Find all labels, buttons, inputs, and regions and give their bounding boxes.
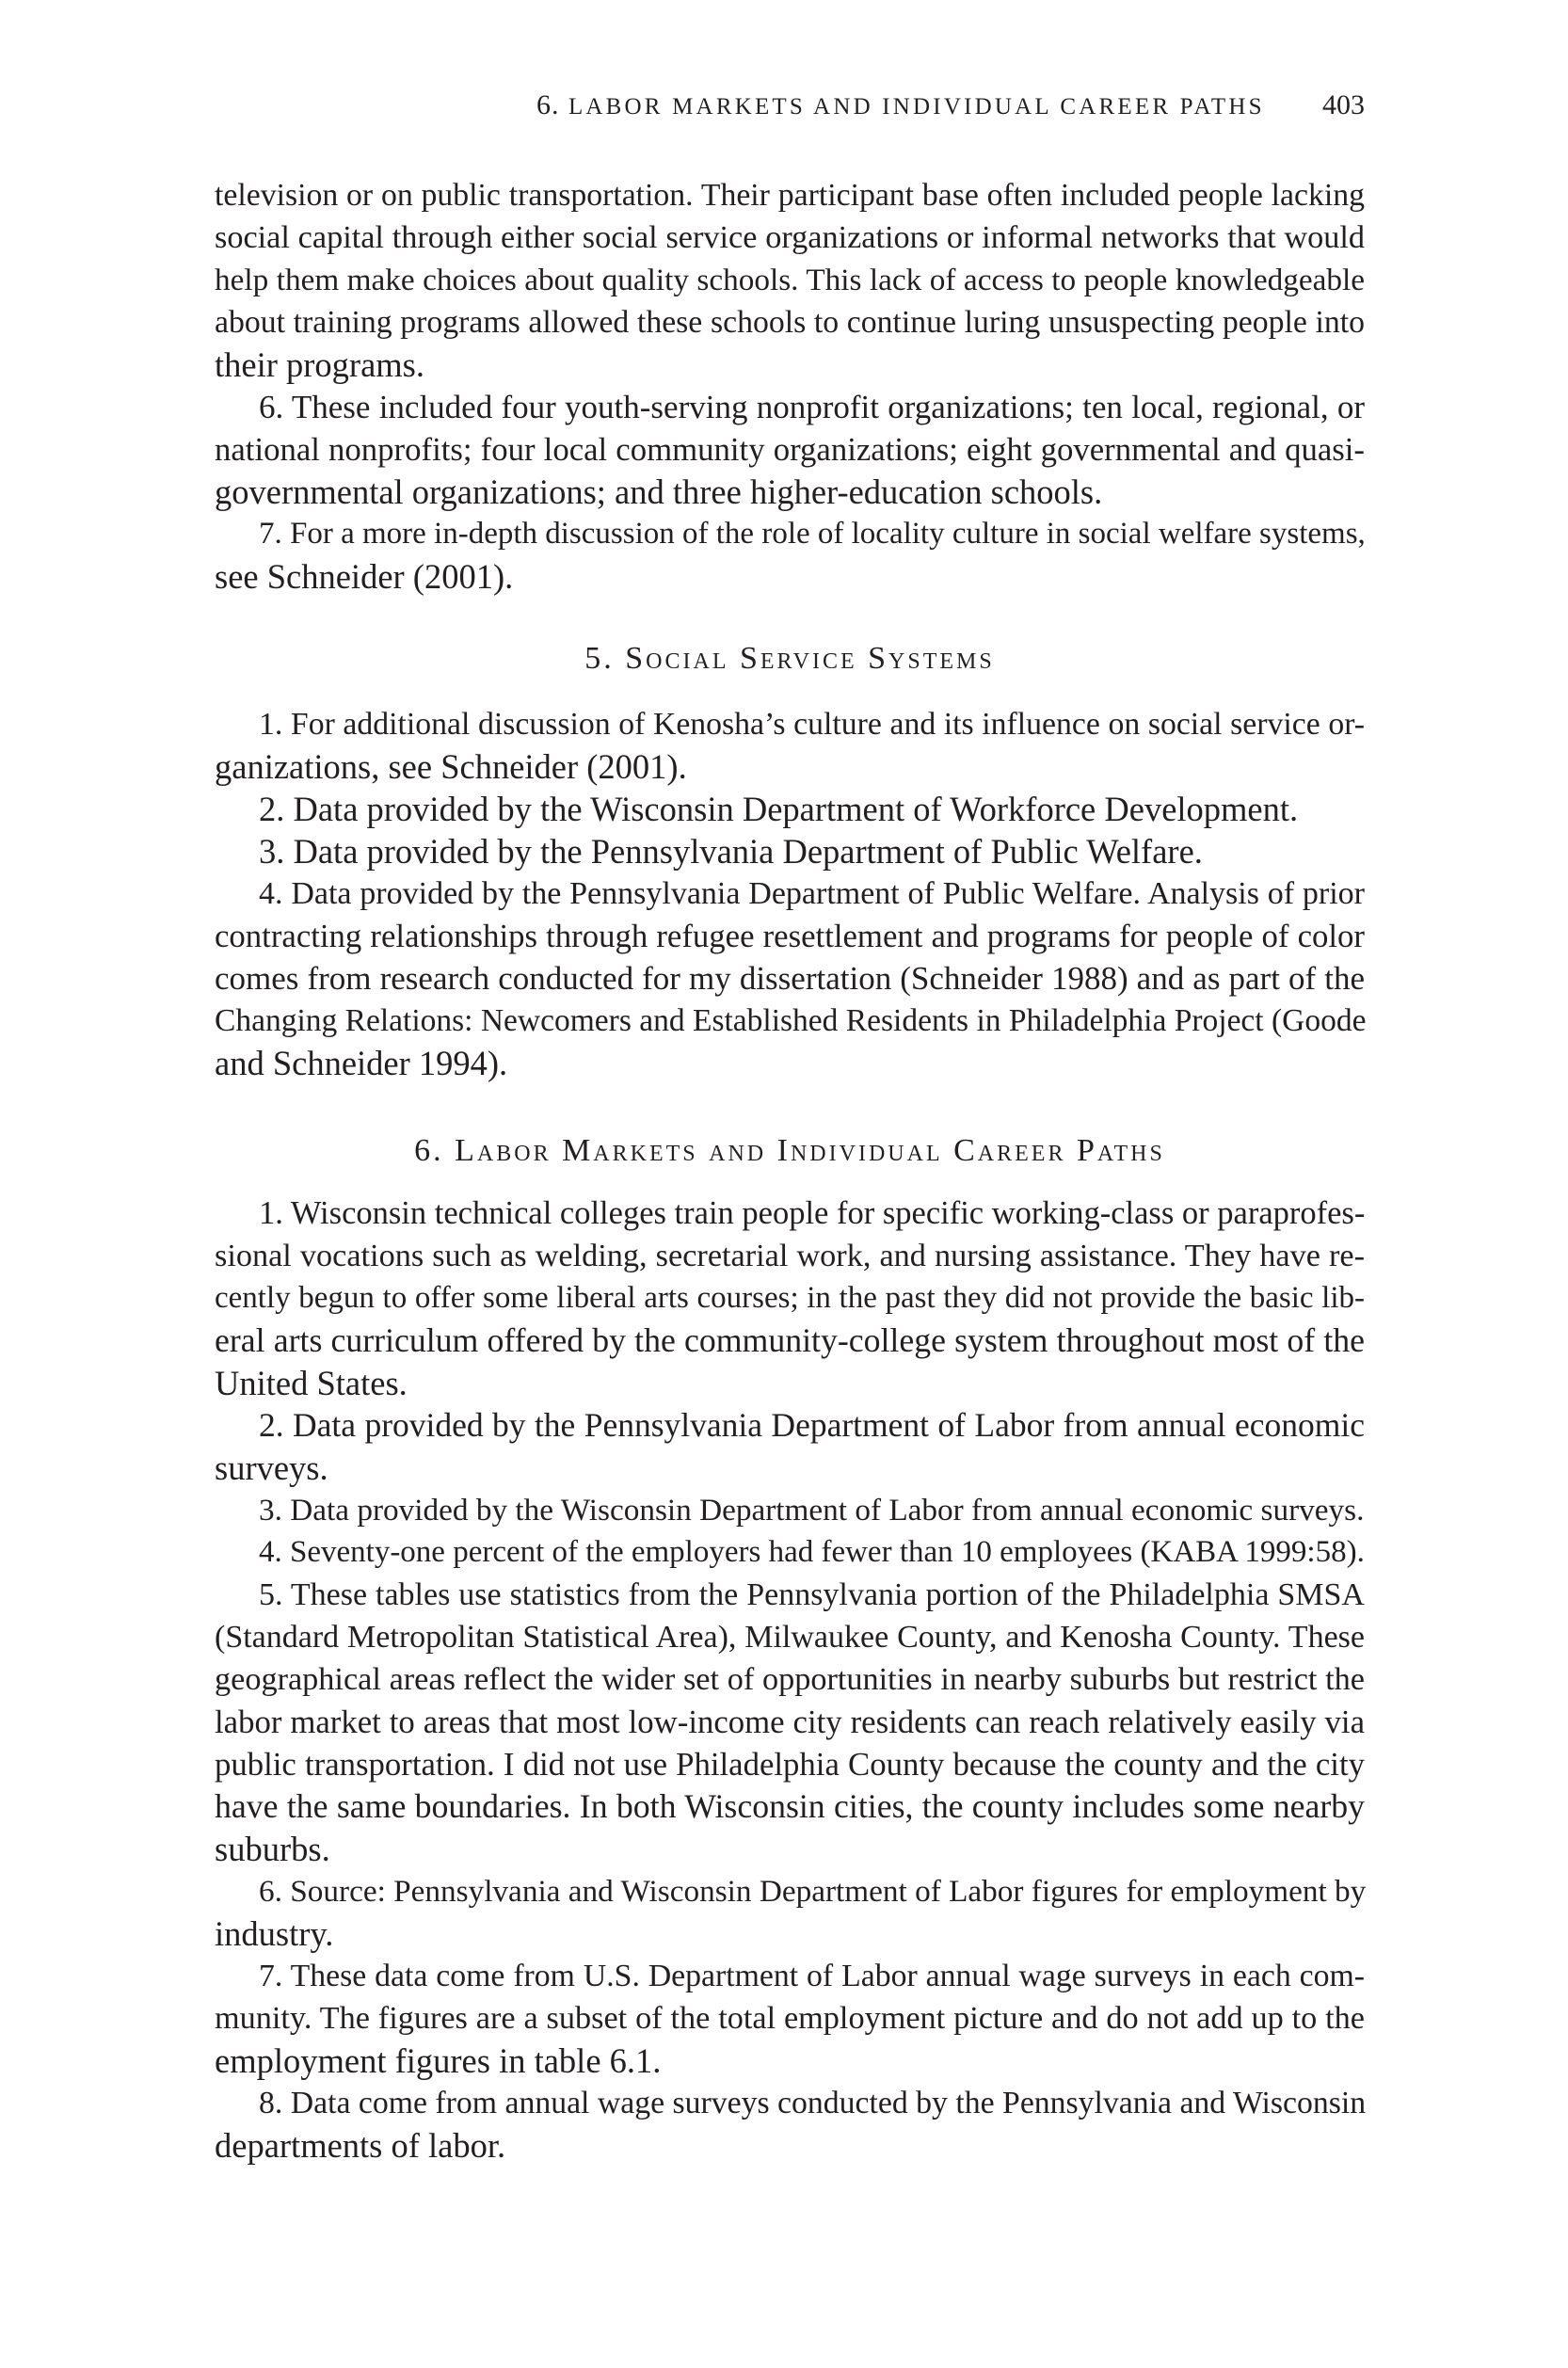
running-head-chapter-number: 6.: [536, 89, 560, 120]
note-line: 4. Seventy-one percent of the employers had fewer than 10 employees (KABA 1999:58).: [259, 1535, 1365, 1569]
running-head-title: [536, 89, 1265, 121]
note-line: labor market to areas that most low-income city residents can reach relatively easily via: [215, 1704, 1365, 1740]
note-line: 7. For a more in-depth discussion of the role of locality culture in social welfare systems,: [259, 517, 1366, 551]
note-line: United States.: [215, 1364, 408, 1402]
section-heading: 5. Social Service Systems: [584, 641, 995, 676]
note-line: national nonprofits; four local community organizations; eight governmental and quasi-: [215, 431, 1365, 468]
note-line: see Schneider (2001).: [215, 557, 514, 596]
note-line: (Standard Metropolitan Statistical Area), Milwaukee County, and Kenosha County. These: [215, 1620, 1365, 1655]
note-line: 6. These included four youth-serving nonprofit organizations; ten local, regional, or: [259, 389, 1365, 425]
note-line: 1. For additional discussion of Kenosha’s culture and its influence on social service or-: [259, 707, 1365, 742]
note-line: suburbs.: [215, 1830, 330, 1868]
note-line: 1. Wisconsin technical colleges train people for specific working-class or paraprofes-: [259, 1195, 1366, 1231]
note-line: television or on public transportation. Their participant base often included people lacking: [215, 178, 1365, 213]
note-line: munity. The figures are a subset of the total employment picture and do not add up to the: [215, 2000, 1365, 2036]
note-line: about training programs allowed these schools to continue luring unsuspecting people into: [215, 305, 1365, 340]
note-line: 4. Data provided by the Pennsylvania Department of Public Welfare. Analysis of prior: [259, 876, 1365, 911]
note-line: 5. These tables use statistics from the Pennsylvania portion of the Philadelphia SMSA: [259, 1577, 1365, 1612]
note-line: employment figures in table 6.1.: [215, 2041, 662, 2080]
note-line: social capital through either social service organizations or informal networks that would: [215, 219, 1365, 255]
note-line: Changing Relations: Newcomers and Established Residents in Philadelphia Project (Goode: [215, 1003, 1367, 1038]
note-line: 2. Data provided by the Wisconsin Department of Workforce Development.: [259, 790, 1299, 828]
note-line: have the same boundaries. In both Wisconsin cities, the county includes some nearby: [215, 1787, 1365, 1825]
note-line: 3. Data provided by the Wisconsin Department of Labor from annual economic surveys.: [259, 1493, 1365, 1528]
note-line: their programs.: [215, 345, 424, 384]
note-line: surveys.: [215, 1448, 328, 1487]
note-line: and Schneider 1994).: [215, 1044, 508, 1082]
note-line: 6. Source: Pennsylvania and Wisconsin Department of Labor figures for employment by: [259, 1874, 1367, 1909]
note-line: sional vocations such as welding, secretarial work, and nursing assistance. They have re-: [215, 1238, 1365, 1273]
note-line: cently begun to offer some liberal arts courses; in the past they did not provide the basic lib-: [215, 1281, 1365, 1315]
note-line: public transportation. I did not use Philadelphia County because the county and the city: [215, 1746, 1365, 1783]
note-line: 2. Data provided by the Pennsylvania Department of Labor from annual economic: [259, 1406, 1365, 1444]
note-line: industry.: [215, 1914, 334, 1953]
running-head-chapter-title: LABOR MARKETS AND INDIVIDUAL CAREER PATHS: [568, 94, 1265, 120]
note-line: 8. Data come from annual wage surveys conducted by the Pennsylvania and Wisconsin: [259, 2086, 1367, 2120]
page-number: 403: [1322, 89, 1365, 120]
running-head: [536, 89, 1365, 127]
note-line: 3. Data provided by the Pennsylvania Department of Public Welfare.: [259, 832, 1203, 871]
note-line: governmental organizations; and three higher-education schools.: [215, 472, 1103, 511]
note-line: help them make choices about quality schools. This lack of access to people knowledgeable: [215, 263, 1365, 297]
note-line: departments of labor.: [215, 2126, 506, 2165]
note-line: ganizations, see Schneider (2001).: [215, 747, 687, 786]
note-line: geographical areas reflect the wider set of opportunities in nearby suburbs but restrict the: [215, 1661, 1365, 1697]
section-heading: 6. Labor Markets and Individual Career Paths: [414, 1133, 1165, 1168]
note-line: eral arts curriculum offered by the community-college system throughout most of the: [215, 1321, 1365, 1359]
note-line: contracting relationships through refugee resettlement and programs for people of color: [215, 918, 1365, 954]
note-line: comes from research conducted for my dissertation (Schneider 1988) and as part of the: [215, 960, 1365, 997]
note-line: 7. These data come from U.S. Department of Labor annual wage surveys in each com-: [259, 1959, 1365, 1993]
